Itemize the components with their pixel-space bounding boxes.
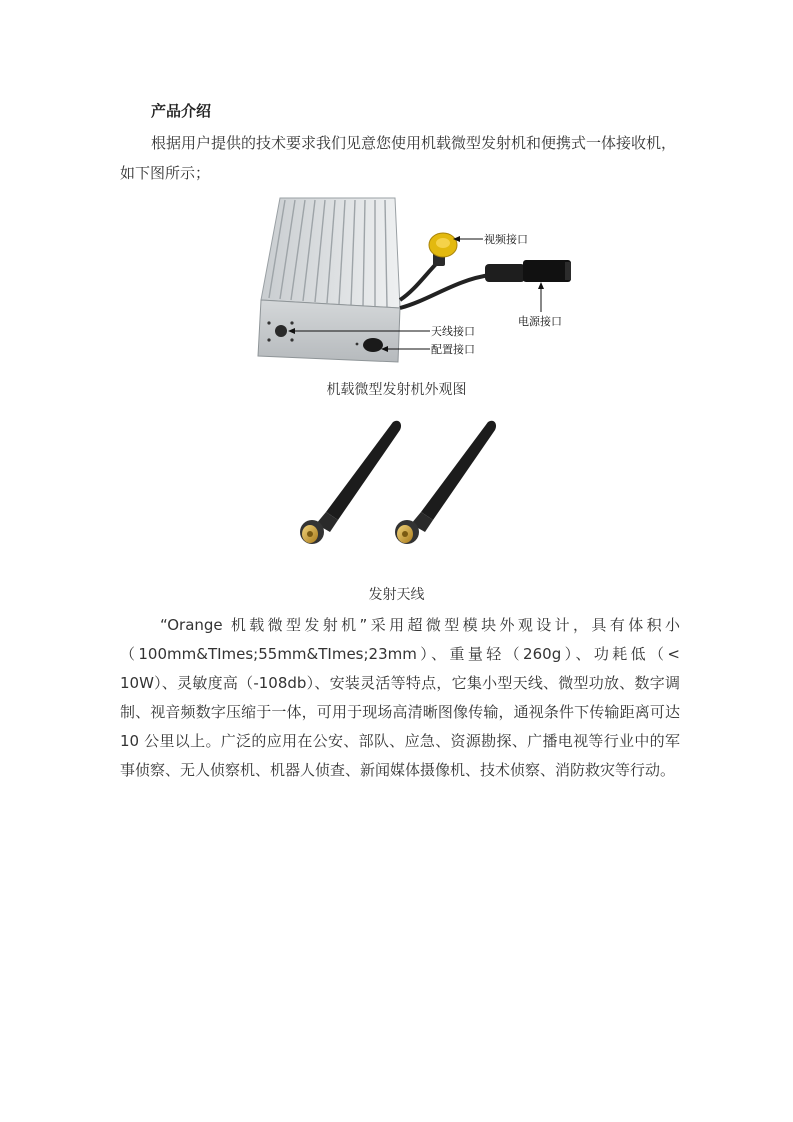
description-paragraph: “Orange 机载微型发射机”采用超微型模块外观设计，具有体积小（100mm&TImes;55mm&TImes;23mm）、重量轻（260g）、功耗低（< 10W）、灵敏度高（-108db）、安装灵活等特点，它集小型天线、微型功放、数字调制、视音频数字压缩于一体，可用于现场高清晰图像传输，通视条件下传输距离可达 10 公里以上。广泛的应用在公安、部队、应急、资源勘探、广播电视等行业中的军事侦察、无人侦察机、机器人侦查、新闻媒体摄像机、技术侦察、消防救灾等行动。: [120, 616, 680, 779]
antenna-port-label: 天线接口: [431, 325, 475, 338]
config-port-label: 配置接口: [431, 343, 475, 356]
power-connector-icon: [485, 260, 571, 282]
config-port-icon: [363, 338, 383, 352]
antenna-port-icon: [275, 325, 287, 337]
transmitter-figure: [255, 190, 585, 365]
video-port-label: 视频接口: [484, 233, 528, 246]
transmitter-body: [258, 198, 400, 362]
video-connector-icon: [429, 233, 457, 266]
antenna-figure: [290, 410, 510, 560]
power-port-label: 电源接口: [518, 315, 562, 328]
figure1-caption: 机载微型发射机外观图: [326, 382, 467, 398]
section-heading: 产品介绍: [151, 102, 212, 120]
antenna-icon: [300, 421, 401, 544]
figure2-caption: 发射天线: [368, 587, 425, 603]
antenna-icon: [395, 421, 496, 544]
intro-paragraph: 根据用户提供的技术要求我们见意您使用机载微型发射机和便携式一体接收机，如下图所示；: [120, 134, 677, 182]
